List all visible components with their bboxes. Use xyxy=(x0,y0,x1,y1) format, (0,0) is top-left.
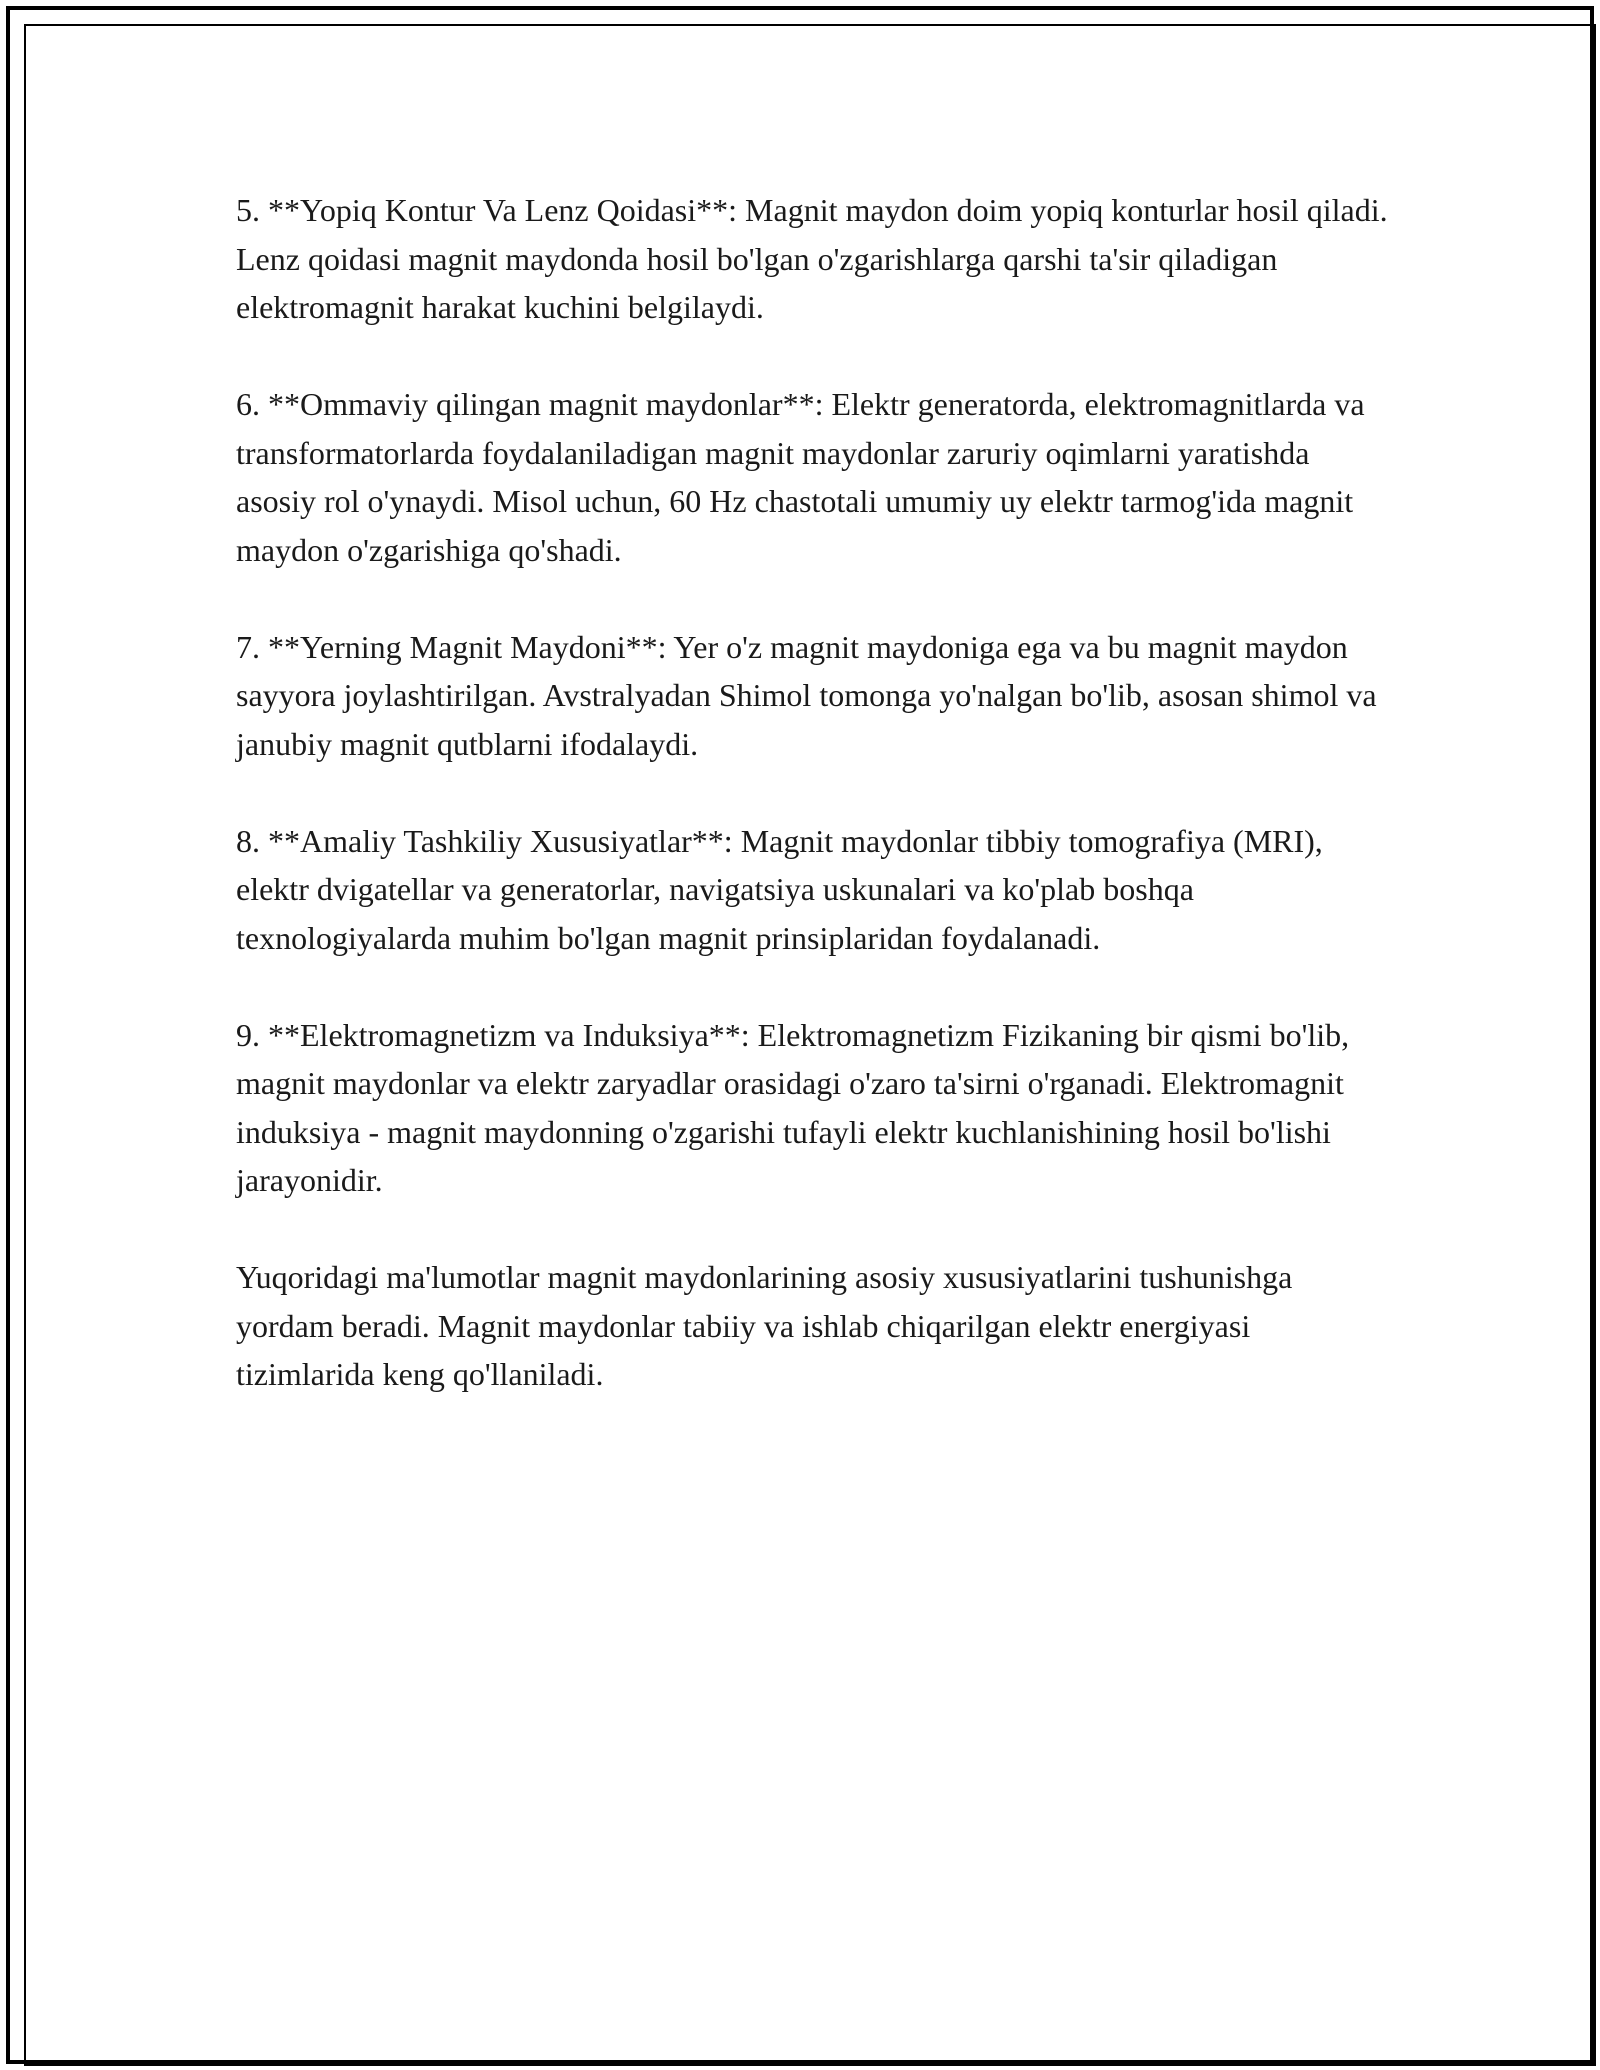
paragraph-item-8: 8. **Amaliy Tashkiliy Xususiyatlar**: Magnit maydonlar tibbiy tomografiya (MRI), elektr dvigatellar va generatorlar, navigatsiya uskunalari va ko'plab boshqa texnologiyalarda muhim bo'lgan magnit prinsiplaridan foydalanadi. xyxy=(236,822,1323,956)
paragraph-item-7: 7. **Yerning Magnit Maydoni**: Yer o'z magnit maydoniga ega va bu magnit maydon sayyora joylashtirilgan. Avstralyadan Shimol tomonga yo'nalgan bo'lib, asosan shimol va janubiy magnit qutblarni ifodalaydi. xyxy=(236,628,1377,762)
paragraph-item-9: 9. **Elektromagnetizm va Induksiya**: Elektromagnetizm Fizikaning bir qismi bo'lib, magnit maydonlar va elektr zaryadlar orasidagi o'zaro ta'sirni o'rganadi. Elektromagnit induksiya - magnit maydonning o'zgarishi tufayli elektr kuchlanishining hosil bo'lishi jarayonidir. xyxy=(236,1016,1350,1198)
paragraph-conclusion: Yuqoridagi ma'lumotlar magnit maydonlarining asosiy xususiyatlarini tushunishga yordam beradi. Magnit maydonlar tabiiy va ishlab chiqarilgan elektr energiyasi tizimlarida keng qo'llaniladi. xyxy=(236,1259,1293,1392)
paragraph-item-5: 5. **Yopiq Kontur Va Lenz Qoidasi**: Magnit maydon doim yopiq konturlar hosil qiladi. Lenz qoidasi magnit maydonda hosil bo'lgan o'zgarishlarga qarshi ta'sir qiladigan elektromagnit harakat kuchini belgilaydi. xyxy=(236,192,1388,325)
document-body xyxy=(236,186,1396,1447)
paragraph-item-6: 6. **Ommaviy qilingan magnit maydonlar**: Elektr generatorda, elektromagnitlarda va transformatorlarda foydalaniladigan magnit maydonlar zaruriy oqimlarni yaratishda asosiy rol o'ynaydi. Misol uchun, 60 Hz chastotali umumiy uy elektr tarmog'ida magnit maydon o'zgarishiga qo'shadi. xyxy=(236,386,1365,568)
